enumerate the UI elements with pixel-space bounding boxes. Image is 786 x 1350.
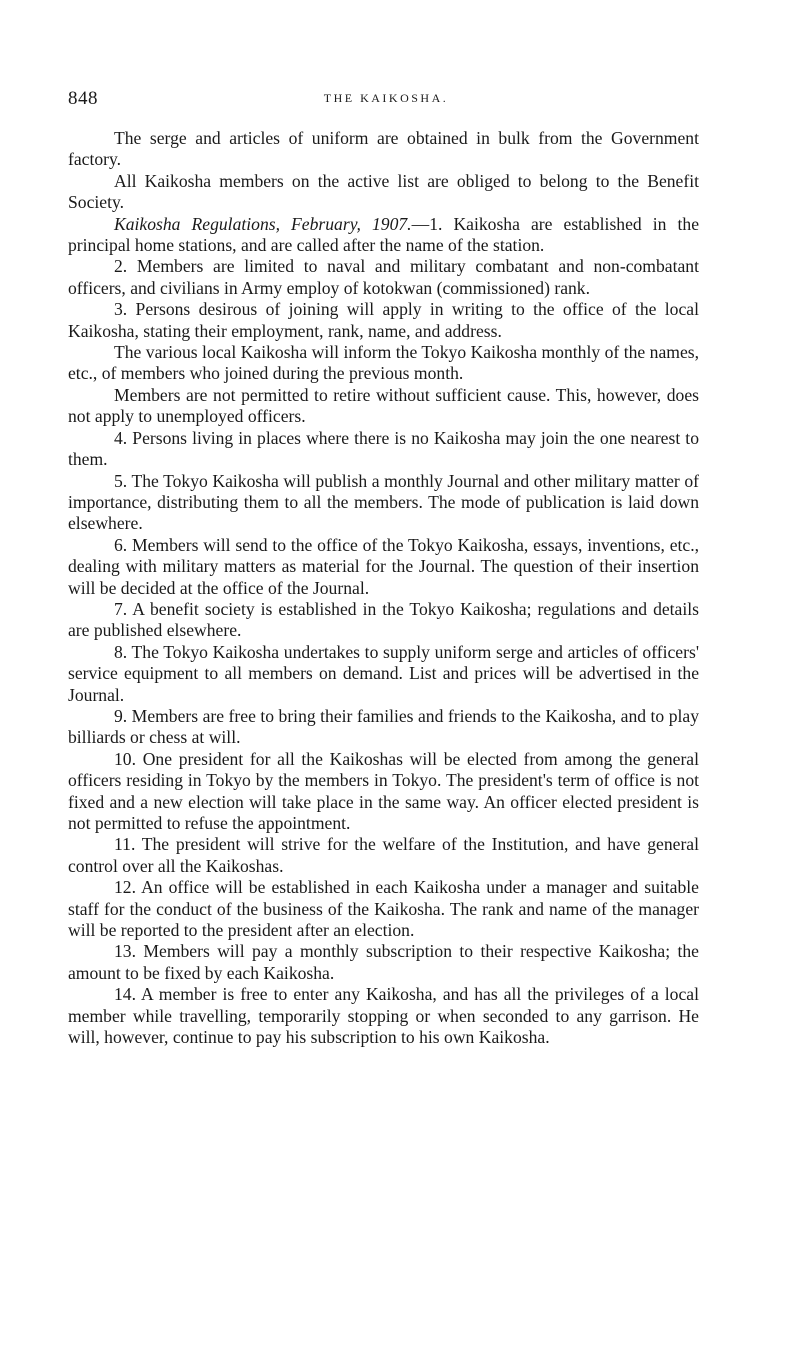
paragraph-benefit-society: All Kaikosha members on the active list are obliged to belong to the Benefit Society. — [68, 170, 699, 213]
paragraph-monthly-report: The various local Kaikosha will inform the Tokyo Kaikosha monthly of the names, etc., of members who joined during the previous month. — [68, 342, 699, 384]
paragraph-regulation-8: 8. The Tokyo Kaikosha undertakes to supply uniform serge and articles of officers' service equipment to all members on demand. List and prices will be advertised in the Journal. — [68, 641, 699, 705]
page-number: 848 — [68, 88, 98, 109]
body-text — [68, 128, 699, 1048]
paragraph-regulation-2: 2. Members are limited to naval and military combatant and non-combatant officers, and civilians in Army employ of kotokwan (commissioned) rank. — [68, 256, 699, 298]
paragraph-regulation-4: 4. Persons living in places where there is no Kaikosha may join the one nearest to them. — [68, 427, 699, 470]
paragraph-regulation-11: 11. The president will strive for the welfare of the Institution, and have general control over all the Kaikoshas. — [68, 834, 699, 876]
page-header — [68, 88, 704, 110]
paragraph-regulation-5: 5. The Tokyo Kaikosha will publish a monthly Journal and other military matter of importance, distributing them to all the members. The mode of publication is laid down elsewhere. — [68, 470, 699, 534]
paragraph-regulation-7: 7. A benefit society is established in the Tokyo Kaikosha; regulations and details are published elsewhere. — [68, 598, 699, 641]
paragraph-regulation-14: 14. A member is free to enter any Kaikosha, and has all the privileges of a local member while travelling, temporarily stopping or when seconded to any garrison. He will, however, continue to pay his subscription to his own Kaikosha. — [68, 984, 699, 1048]
paragraph-regulation-12: 12. An office will be established in each Kaikosha under a manager and suitable staff for the conduct of the business of the Kaikosha. The rank and name of the manager will be reported to the president after an election. — [68, 877, 699, 941]
paragraph-regulation-10: 10. One president for all the Kaikoshas will be elected from among the general officers residing in Tokyo by the members in Tokyo. The president's term of office is not fixed and a new election will take place in the same way. An officer elected president is not permitted to refuse the appointment. — [68, 748, 699, 833]
regulations-title: Kaikosha Regulations, February, 1907. — [114, 213, 412, 234]
paragraph-regulation-1: Kaikosha Regulations, February, 1907.—1. Kaikosha are established in the principal home stations, and are called after the name of the station. — [68, 213, 700, 256]
paragraph-uniform-supply: The serge and articles of uniform are obtained in bulk from the Government factory. — [68, 128, 699, 170]
paragraph-regulation-3: 3. Persons desirous of joining will apply in writing to the office of the local Kaikosha, stating their employment, rank, name, and address. — [68, 299, 699, 341]
running-head: THE KAIKOSHA. — [323, 91, 449, 105]
paragraph-retirement: Members are not permitted to retire without sufficient cause. This, however, does not apply to unemployed officers. — [68, 384, 699, 427]
paragraph-regulation-13: 13. Members will pay a monthly subscription to their respective Kaikosha; the amount to be fixed by each Kaikosha. — [68, 941, 699, 983]
paragraph-regulation-6: 6. Members will send to the office of the Tokyo Kaikosha, essays, inventions, etc., dealing with military matters as material for the Journal. The question of their insertion will be decided at the office of the Journal. — [68, 534, 699, 598]
paragraph-regulation-9: 9. Members are free to bring their families and friends to the Kaikosha, and to play billiards or chess at will. — [68, 705, 699, 748]
